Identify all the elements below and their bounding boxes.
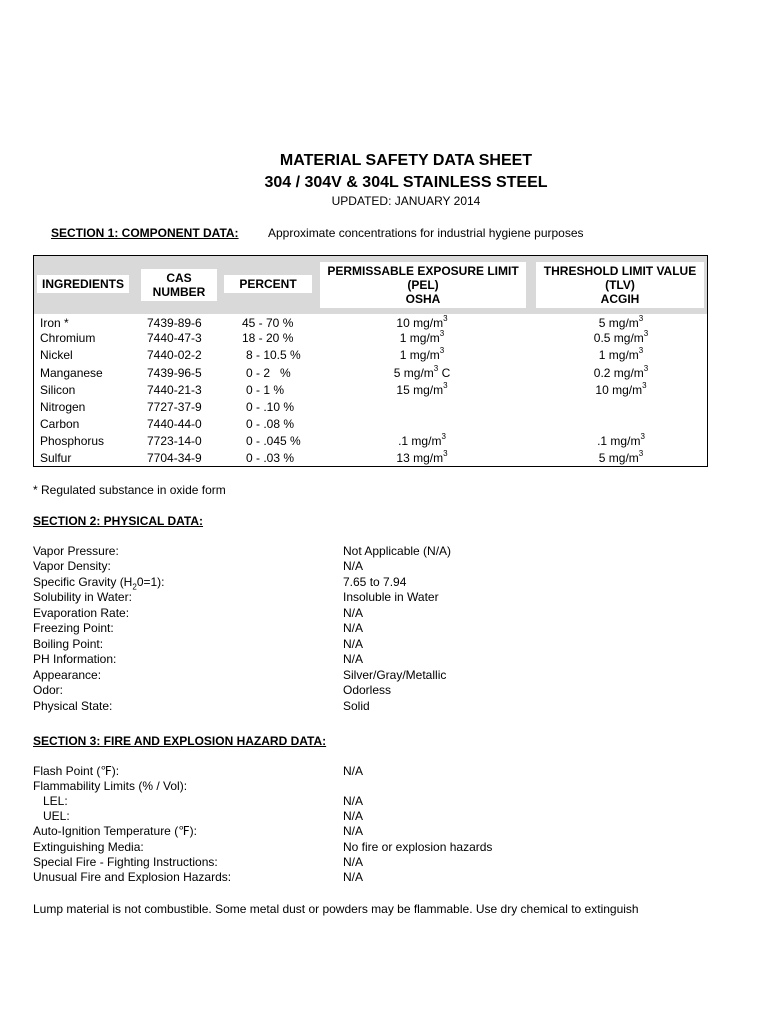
property-label: Odor:: [33, 683, 64, 697]
pel-value: [322, 366, 522, 380]
updated-date: UPDATED: JANUARY 2014: [331, 194, 481, 208]
section3-heading: SECTION 3: FIRE AND EXPLOSION HAZARD DATA:: [33, 734, 327, 748]
percent-value: 0 - .045 %: [246, 434, 301, 448]
property-value: Silver/Gray/Metallic: [343, 668, 447, 682]
tlv-value: [536, 383, 706, 397]
col-header-cas-line2: NUMBER: [152, 285, 206, 299]
col-header-cas-line1: CAS: [166, 271, 192, 285]
pel-text: 1 mg/m: [399, 331, 440, 345]
pel-text: 15 mg/m: [396, 383, 444, 397]
property-label: Boiling Point:: [33, 637, 104, 651]
property-value: N/A: [343, 637, 364, 651]
hazard-label: Auto-Ignition Temperature (℉):: [33, 824, 197, 838]
col-header-pel: [320, 262, 526, 308]
percent-value: 0 - 1 %: [246, 383, 285, 397]
hazard-value: N/A: [343, 824, 364, 838]
property-label: Solubility in Water:: [33, 590, 132, 604]
hazard-value: N/A: [343, 855, 364, 869]
pel-superscript: 3: [443, 449, 448, 458]
hazard-label: UEL:: [33, 809, 70, 823]
col-header-pel-line2: (PEL): [407, 278, 439, 292]
ingredient-name: Sulfur: [40, 451, 72, 465]
hazard-label: Unusual Fire and Explosion Hazards:: [33, 870, 232, 884]
document-title: MATERIAL SAFETY DATA SHEET: [279, 152, 533, 169]
property-value: Solid: [343, 699, 370, 713]
col-header-pel-line1: PERMISSABLE EXPOSURE LIMIT: [327, 264, 519, 278]
tlv-superscript: 3: [642, 381, 647, 390]
property-label: Vapor Density:: [33, 559, 111, 573]
percent-value: 8 - 10.5 %: [246, 348, 301, 362]
hazard-label: Extinguishing Media:: [33, 840, 144, 854]
tlv-superscript: 3: [638, 314, 644, 323]
pel-superscript: 3: [441, 432, 446, 441]
property-label: Vapor Pressure:: [33, 544, 119, 558]
ingredient-name: Chromium: [40, 331, 96, 345]
sg-label-part2: 0=1):: [136, 575, 165, 589]
hazard-label: Flash Point (℉):: [33, 764, 120, 778]
pel-value: [322, 316, 522, 330]
ingredient-name: Silicon: [40, 383, 76, 397]
property-label: Physical State:: [33, 699, 113, 713]
col-header-ingredients-label: INGREDIENTS: [41, 277, 124, 291]
property-value: N/A: [343, 652, 364, 666]
col-header-cas: [141, 269, 217, 301]
property-value: Odorless: [343, 683, 392, 697]
cas-number: 7440-21-3: [147, 383, 202, 397]
cas-number: 7440-02-2: [147, 348, 202, 362]
pel-text: 1 mg/m: [399, 348, 440, 362]
percent-value: 0 - .03 %: [246, 451, 295, 465]
tlv-superscript: 3: [638, 449, 644, 458]
ingredient-name: Iron *: [40, 316, 69, 330]
property-value: N/A: [343, 559, 364, 573]
tlv-value: [536, 366, 706, 380]
tlv-value: [536, 348, 706, 362]
col-header-tlv: [536, 262, 704, 308]
tlv-text: .1 mg/m: [597, 434, 641, 448]
pel-value: [322, 331, 522, 345]
ingredient-name: Phosphorus: [40, 434, 105, 448]
tlv-superscript: 3: [643, 329, 649, 338]
tlv-value: [536, 434, 706, 448]
component-table: [33, 255, 708, 467]
property-label: PH Information:: [33, 652, 117, 666]
pel-text: .1 mg/m: [398, 434, 442, 448]
cas-number: 7704-34-9: [147, 451, 202, 465]
cas-number: 7440-47-3: [147, 331, 202, 345]
closing-note: Lump material is not combustible. Some metal dust or powders may be flammable. Use dry chemical to extinguish: [33, 902, 639, 916]
sg-label-part1: Specific Gravity (H: [33, 575, 133, 589]
hazard-value: N/A: [343, 764, 364, 778]
col-header-tlv-line1: THRESHOLD LIMIT VALUE: [543, 264, 697, 278]
col-header-tlv-line2: (TLV): [605, 278, 635, 292]
property-label: Evaporation Rate:: [33, 606, 130, 620]
cas-number: 7727-37-9: [147, 400, 202, 414]
section2-heading: SECTION 2: PHYSICAL DATA:: [33, 514, 204, 528]
property-value: 7.65 to 7.94: [343, 575, 407, 589]
tlv-text: 10 mg/m: [595, 383, 643, 397]
pel-suffix: C: [438, 366, 451, 380]
ingredient-name: Carbon: [40, 417, 80, 431]
col-header-pel-line3: OSHA: [405, 292, 441, 306]
pel-value: [322, 383, 522, 397]
document-subtitle: 304 / 304V & 304L STAINLESS STEEL: [264, 174, 548, 191]
percent-value: 0 - .10 %: [246, 400, 295, 414]
hazard-label: Flammability Limits (% / Vol):: [33, 779, 188, 793]
pel-superscript: 3: [443, 314, 448, 323]
section1-heading: SECTION 1: COMPONENT DATA:: [51, 226, 239, 240]
hazard-value: No fire or explosion hazards: [343, 840, 493, 854]
pel-value: [322, 348, 522, 362]
pel-value: [322, 434, 522, 448]
tlv-text: 0.5 mg/m: [593, 331, 644, 345]
col-header-tlv-line3: ACGIH: [600, 292, 640, 306]
pel-value: [322, 451, 522, 465]
property-value: Insoluble in Water: [343, 590, 439, 604]
pel-superscript: 3: [443, 381, 448, 390]
col-header-ingredients: [37, 275, 129, 293]
pel-text: 13 mg/m: [396, 451, 444, 465]
percent-value: 18 - 20 %: [242, 331, 294, 345]
section1-note: Approximate concentrations for industrial hygiene purposes: [268, 226, 584, 240]
percent-value: 45 - 70 %: [242, 316, 294, 330]
hazard-label: LEL:: [33, 794, 68, 808]
footnote: * Regulated substance in oxide form: [33, 483, 226, 497]
col-header-percent-label: PERCENT: [239, 277, 297, 291]
tlv-superscript: 3: [640, 432, 645, 441]
cas-number: 7723-14-0: [147, 434, 202, 448]
cas-number: 7439-96-5: [147, 366, 202, 380]
ingredient-name: Nitrogen: [40, 400, 86, 414]
cas-number: 7439-89-6: [147, 316, 202, 330]
ingredient-name: Nickel: [40, 348, 73, 362]
pel-text: 10 mg/m: [396, 316, 444, 330]
property-value: N/A: [343, 606, 364, 620]
col-header-percent: [224, 275, 312, 293]
property-label: Appearance:: [33, 668, 102, 682]
property-label: Freezing Point:: [33, 621, 114, 635]
pel-superscript: 3: [439, 346, 445, 355]
tlv-value: [536, 316, 706, 330]
pel-superscript: 3: [433, 364, 439, 373]
cas-number: 7440-44-0: [147, 417, 202, 431]
property-label-specific-gravity: [33, 575, 165, 592]
hazard-value: N/A: [343, 870, 364, 884]
tlv-text: 0.2 mg/m: [593, 366, 644, 380]
pel-superscript: 3: [439, 329, 445, 338]
tlv-text: 5 mg/m: [598, 316, 639, 330]
tlv-value: [536, 451, 706, 465]
tlv-text: 5 mg/m: [598, 451, 639, 465]
sg-label-subscript: 2: [132, 582, 137, 592]
ingredient-name: Manganese: [40, 366, 103, 380]
property-value: Not Applicable (N/A): [343, 544, 452, 558]
hazard-value: N/A: [343, 794, 364, 808]
tlv-value: [536, 331, 706, 345]
hazard-value: N/A: [343, 809, 364, 823]
percent-value: 0 - .08 %: [246, 417, 295, 431]
tlv-superscript: 3: [643, 364, 649, 373]
tlv-superscript: 3: [638, 346, 644, 355]
property-value: N/A: [343, 621, 364, 635]
percent-value: 0 - 2 %: [246, 366, 291, 380]
pel-text: 5 mg/m: [393, 366, 434, 380]
tlv-text: 1 mg/m: [598, 348, 639, 362]
hazard-label: Special Fire - Fighting Instructions:: [33, 855, 218, 869]
